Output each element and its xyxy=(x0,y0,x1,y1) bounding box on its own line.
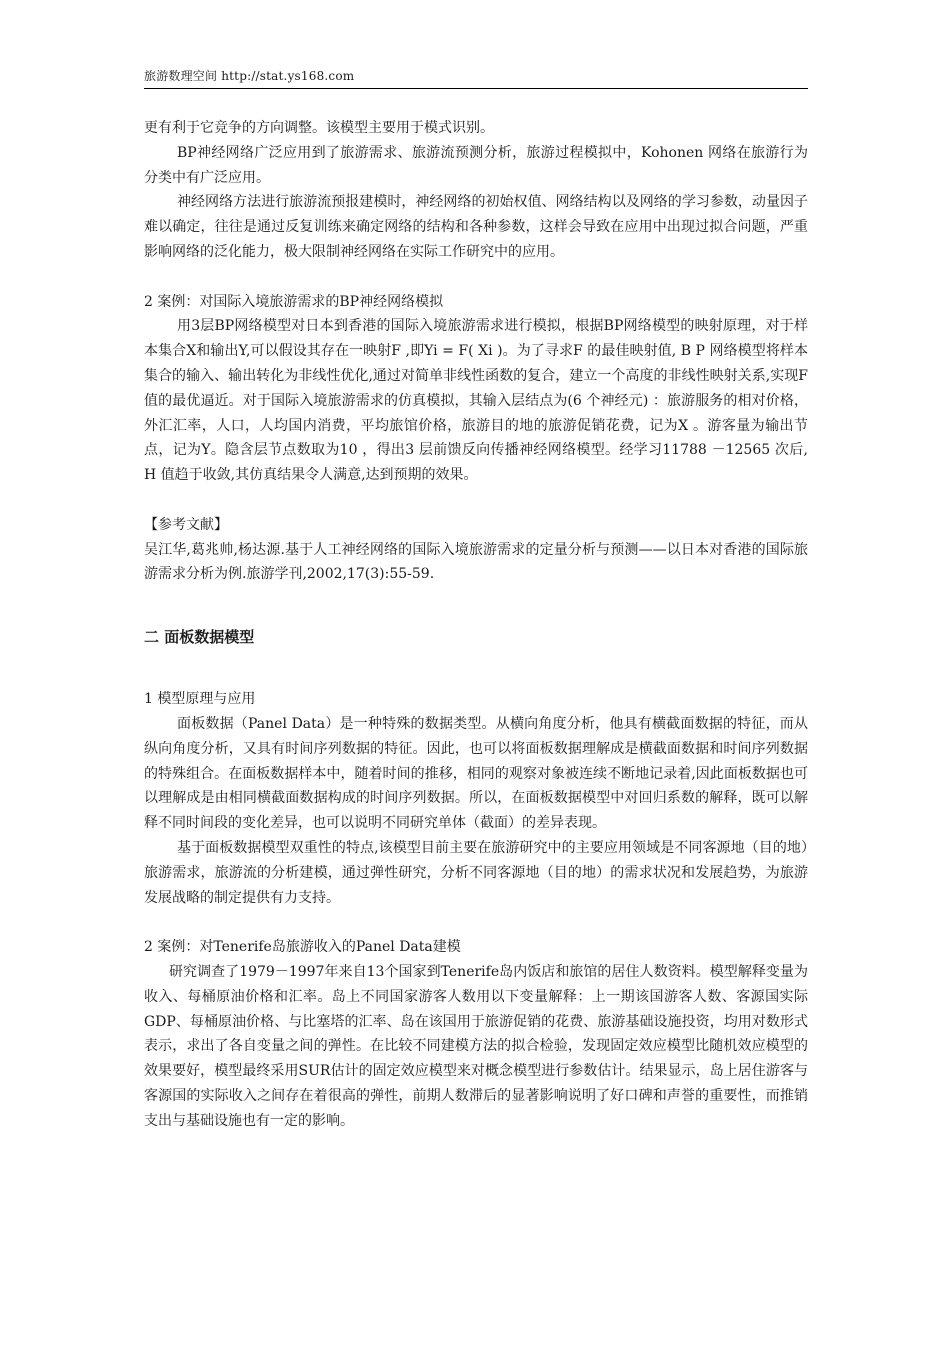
paragraph-3: 神经网络方法进行旅游流预报建模时，神经网络的初始权值、网络结构以及网络的学习参数，动量因子难以确定，往往是通过反复训练来确定网络的结构和各种参数，这样会导致在应用中出现过拟合问题，严重影响网络的泛化能力，极大限制神经网络在实际工作研究中的应用。 xyxy=(144,194,808,260)
spacer xyxy=(144,488,808,513)
case2-heading: 2 案例：对Tenerife岛旅游收入的Panel Data建模 xyxy=(144,939,461,956)
paragraph-2: BP神经网络广泛应用到了旅游需求、旅游流预测分析，旅游过程模拟中，Kohonen 网络在旅游行为分类中有广泛应用。 xyxy=(144,144,808,186)
case2-body: 研究调查了1979－1997年来自13个国家到Tenerife岛内饭店和旅馆的居住人数资料。模型解释变量为收入、每桶原油价格和汇率。岛上不同国家游客人数用以下变量解释：上一期该国游客人数、客源国实际GDP、每桶原油价格、与比塞塔的汇率、岛在该国用于旅游促销的花费、旅游基础设施投资，均用对数形式表示，求出了各自变量之间的弹性。在比较不同建模方法的拟合检验，发现固定效应模型比随机效应模型的效果要好，模型最终采用SUR估计的固定效应模型来对概念模型进行参数估计。结果显示，岛上居住游客与客源国的实际收入之间存在着很高的弹性，前期人数滞后的显著影响说明了好口碑和声誉的重要性，而推销支出与基础设施也有一定的影响。 xyxy=(144,963,808,1129)
spacer xyxy=(144,649,808,687)
page-content xyxy=(144,116,808,1133)
sub1-paragraph-1: 面板数据（Panel Data）是一种特殊的数据类型。从横向角度分析，他具有横截面数据的特征，而从纵向角度分析，又具有时间序列数据的特征。因此，也可以将面板数据理解成是横截面数据和时间序列数据的特殊组合。在面板数据样本中，随着时间的推移，相同的观察对象被连续不断地记录着,因此面板数据也可以理解成是由相同横截面数据构成的时间序列数据。所以，在面板数据模型中对回归系数的解释，既可以解释不同时间段的变化差异，也可以说明不同研究单体（截面）的差异表现。 xyxy=(144,715,808,832)
case2-block xyxy=(144,935,808,1133)
spacer xyxy=(144,910,808,935)
reference-item: 吴江华,葛兆帅,杨达源.基于人工神经网络的国际入境旅游需求的定量分析与预测——以日本对香港的国际旅游需求分析为例.旅游学刊,2002,17(3):55-59. xyxy=(144,541,808,583)
case1-heading: 2 案例：对国际入境旅游需求的BP神经网络模拟 xyxy=(144,293,444,310)
spacer xyxy=(144,587,808,625)
sub1-paragraph-2: 基于面板数据模型双重性的特点,该模型目前主要在旅游研究中的主要应用领域是不同客源地（目的地）旅游需求，旅游流的分析建模，通过弹性研究，分析不同客源地（目的地）的需求状况和发展趋势，为旅游发展战略的制定提供有力支持。 xyxy=(144,839,808,906)
spacer xyxy=(144,265,808,290)
section2-title: 二 面板数据模型 xyxy=(144,628,255,647)
paragraph-1: 更有利于它竞争的方向调整。该模型主要用于模式识别。 xyxy=(144,120,494,136)
references-heading: 【参考文献】 xyxy=(144,516,228,533)
case1-body: 用3层BP网络模型对日本到香港的国际入境旅游需求进行模拟，根据BP网络模型的映射原理，对于样本集合X和输出Y,可以假设其存在一映射F ,即Yi = F( Xi )。为了寻求F 的最佳映射值, B P 网络模型将样本集合的输入、输出转化为非线性优化,通过对简单非线性函数的复合，建立一个高度的非线性映射关系,实现F值的最优逼近。对于国际入境旅游需求的仿真模拟，其输入层结点为(6 个神经元) ：旅游服务的相对价格，外汇汇率，人口，人均国内消费，平均旅馆价格，旅游目的地的旅游促销花费，记为X 。游客量为输出节点，记为Y。隐含层节点数取为10 ，得出3 层前馈反向传播神经网络模型。经学习11788 －12565 次后, H 值趋于收敛,其仿真结果令人满意,达到预期的效果。 xyxy=(144,318,808,484)
sub1-heading: 1 模型原理与应用 xyxy=(144,691,256,708)
page-header: 旅游数理空间 http://stat.ys168.com xyxy=(144,66,808,89)
